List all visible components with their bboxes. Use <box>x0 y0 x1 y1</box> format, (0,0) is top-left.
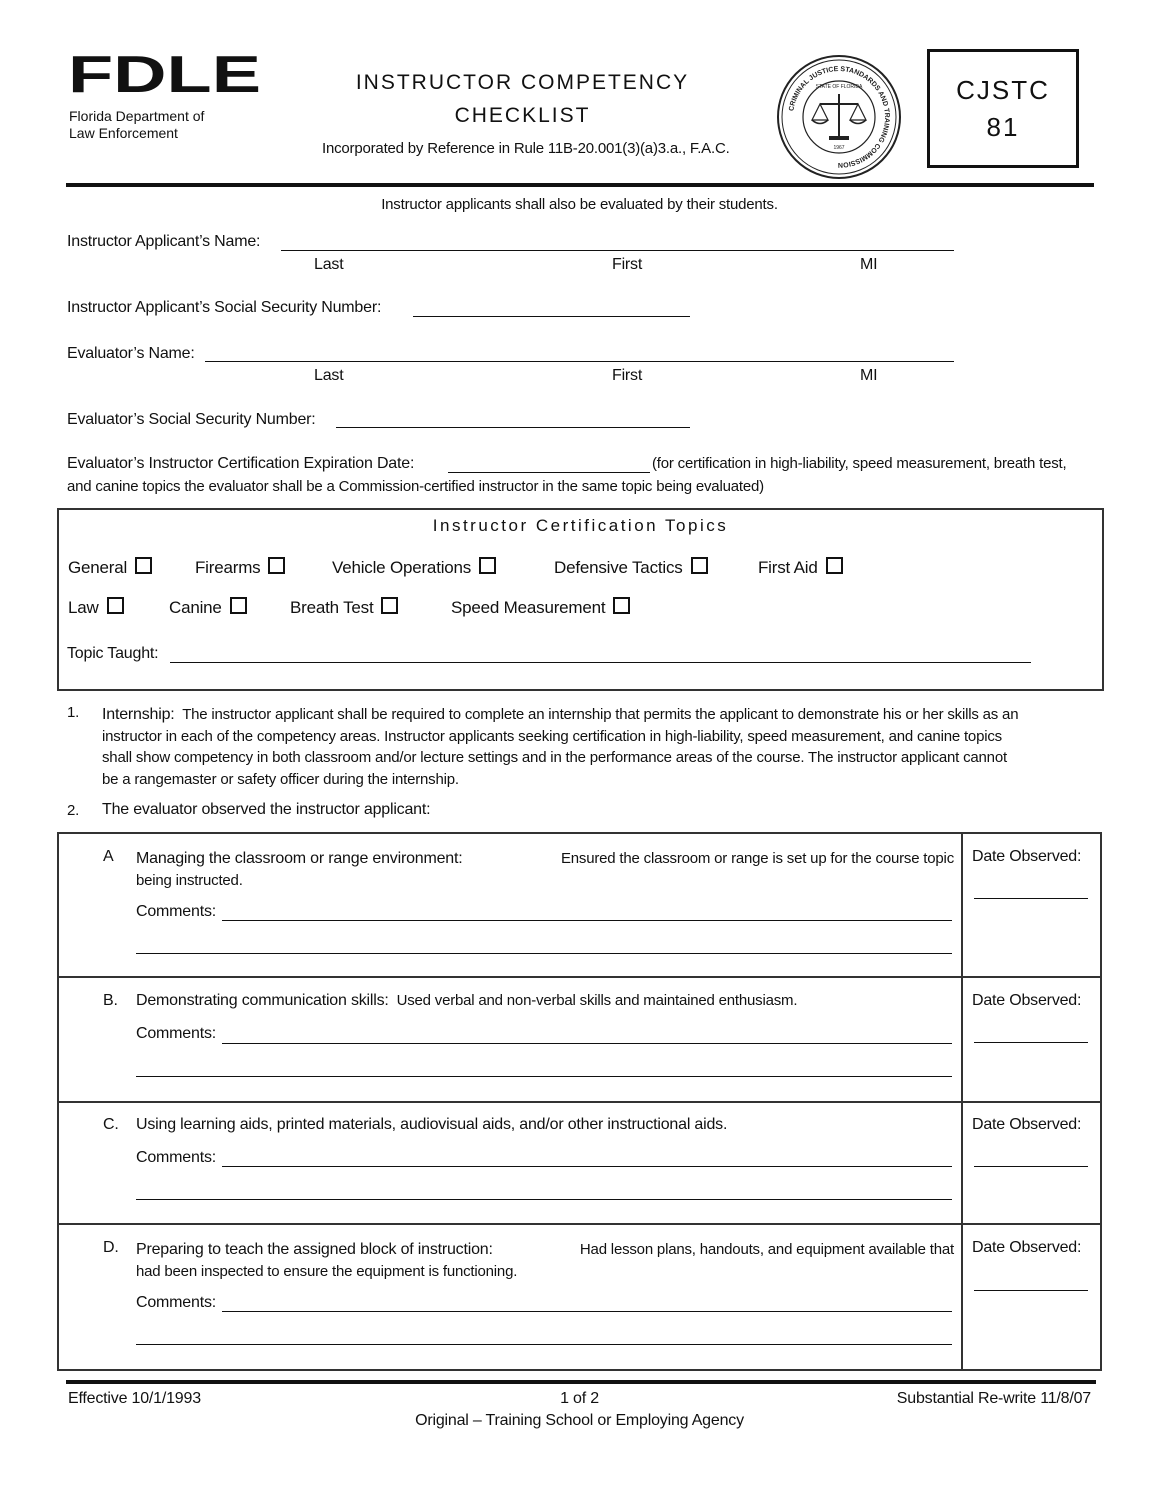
footer-rewrite-date: Substantial Re-write 11/8/07 <box>896 1390 1091 1407</box>
agency-line-2: Law Enforcement <box>69 125 178 141</box>
topic-general[interactable] <box>68 557 152 578</box>
section-2-number: 2. <box>67 802 80 819</box>
topic-general-checkbox[interactable] <box>135 557 152 574</box>
expiration-note-2: and canine topics the evaluator shall be a Commission-certified instructor in the same topic being evaluated) <box>67 478 764 495</box>
item-b-comments-label: Comments: <box>136 1025 216 1042</box>
expiration-field[interactable] <box>448 472 650 473</box>
row-divider-a <box>59 976 1100 978</box>
seal-icon <box>776 54 902 180</box>
topic-vehicle-operations[interactable] <box>332 557 496 578</box>
evaluator-first-label: First <box>612 367 643 384</box>
form-code: CJSTC <box>956 75 1050 105</box>
applicant-name-field[interactable] <box>281 250 954 251</box>
item-b-comments-line-2[interactable] <box>136 1076 952 1077</box>
row-divider-b <box>59 1101 1100 1103</box>
item-a-comments-label: Comments: <box>136 903 216 920</box>
fdle-logo <box>68 50 263 101</box>
intro-text: Instructor applicants shall also be evaluated by their students. <box>381 196 778 213</box>
topic-speed-measurement-checkbox[interactable] <box>613 597 630 614</box>
applicant-mi-label: MI <box>860 256 878 273</box>
footer-effective-date: Effective 10/1/1993 <box>68 1390 201 1407</box>
evaluator-mi-label: MI <box>860 367 878 384</box>
item-c-comments-field[interactable] <box>222 1166 952 1167</box>
section-1-title: Internship: <box>102 706 175 723</box>
item-a-desc-2: being instructed. <box>136 872 243 889</box>
evaluator-ssn-label: Evaluator’s Social Security Number: <box>67 411 316 428</box>
topic-firearms-checkbox[interactable] <box>268 557 285 574</box>
topic-first-aid-checkbox[interactable] <box>826 557 843 574</box>
expiration-label: Evaluator’s Instructor Certification Expiration Date: <box>67 455 415 472</box>
item-d-desc-2: had been inspected to ensure the equipment is functioning. <box>136 1263 518 1280</box>
item-a-comments-field[interactable] <box>222 920 952 921</box>
topic-breath-test-label: Breath Test <box>290 598 374 617</box>
evaluator-name-field[interactable] <box>205 361 954 362</box>
header-rule <box>66 183 1094 187</box>
item-a-title: Managing the classroom or range environment: <box>136 850 463 867</box>
item-b-letter: B. <box>103 992 118 1009</box>
item-d-comments-field[interactable] <box>222 1311 952 1312</box>
seal-top-text: STATE OF FLORIDA <box>815 84 863 90</box>
topic-taught-field[interactable] <box>170 662 1031 663</box>
footer-distribution: Original – Training School or Employing Agency <box>415 1412 744 1429</box>
footer-rule <box>66 1380 1096 1384</box>
commission-seal <box>776 54 902 185</box>
form-title <box>320 66 725 132</box>
item-b-comments-field[interactable] <box>222 1043 952 1044</box>
logo-text: FDLE <box>68 50 261 96</box>
topic-law[interactable] <box>68 597 124 618</box>
item-a-date-label: Date Observed: <box>972 848 1082 865</box>
rule-reference: Incorporated by Reference in Rule 11B-20.001(3)(a)3.a., F.A.C. <box>322 140 730 157</box>
section-1-line-2: instructor in each of the competency areas. Instructor applicants seeking certification in high-liability, speed measurement, and canine topics <box>102 727 1002 745</box>
item-d-comments-line-2[interactable] <box>136 1344 952 1345</box>
topic-canine-label: Canine <box>169 598 222 617</box>
item-c-comments-label: Comments: <box>136 1149 216 1166</box>
topic-defensive-tactics-checkbox[interactable] <box>691 557 708 574</box>
evaluator-ssn-field[interactable] <box>336 427 690 428</box>
item-d-comments-label: Comments: <box>136 1294 216 1311</box>
topics-heading: Instructor Certification Topics <box>432 516 729 535</box>
topic-speed-measurement[interactable] <box>451 597 630 618</box>
agency-name <box>69 108 204 142</box>
topic-first-aid-label: First Aid <box>758 558 818 577</box>
item-c-date-field[interactable] <box>974 1166 1088 1167</box>
item-b-title: Demonstrating communication skills: <box>136 992 389 1009</box>
applicant-last-label: Last <box>314 256 344 273</box>
topic-taught-label: Topic Taught: <box>67 645 159 662</box>
evaluator-last-label: Last <box>314 367 344 384</box>
fdle-logo-mark <box>68 50 263 96</box>
topic-defensive-tactics[interactable] <box>554 557 708 578</box>
item-a-date-field[interactable] <box>974 898 1088 899</box>
item-d-date-field[interactable] <box>974 1290 1088 1291</box>
section-1-line-1: The instructor applicant shall be required to complete an internship that permits the applicant to demonstrate his or her skills as an <box>182 706 1019 723</box>
title-line-2: CHECKLIST <box>454 104 591 127</box>
item-a-comments-line-2[interactable] <box>136 953 952 954</box>
item-c-title: Using learning aids, printed materials, audiovisual aids, and/or other instructional aids. <box>136 1116 728 1133</box>
item-b-desc: Used verbal and non-verbal skills and maintained enthusiasm. <box>396 992 798 1009</box>
item-c-date-label: Date Observed: <box>972 1116 1082 1133</box>
footer-page-number: 1 of 2 <box>560 1390 599 1407</box>
topic-breath-test-checkbox[interactable] <box>381 597 398 614</box>
topic-firearms-label: Firearms <box>195 558 261 577</box>
section-2-text: The evaluator observed the instructor applicant: <box>102 801 431 818</box>
item-d-text <box>136 1239 954 1283</box>
topic-speed-measurement-label: Speed Measurement <box>451 598 606 617</box>
form-code-box <box>927 49 1079 168</box>
topic-law-checkbox[interactable] <box>107 597 124 614</box>
topic-vehicle-operations-label: Vehicle Operations <box>332 558 472 577</box>
topic-vehicle-operations-checkbox[interactable] <box>479 557 496 574</box>
applicant-first-label: First <box>612 256 643 273</box>
topic-first-aid[interactable] <box>758 557 843 578</box>
expiration-note: (for certification in high-liability, speed measurement, breath test, <box>652 455 1067 472</box>
topic-canine[interactable] <box>169 597 247 618</box>
section-1-line-3: shall show competency in both classroom and/or lecture settings and in the performance areas of the course. The instructor applicant cannot <box>102 749 1007 767</box>
item-c-comments-line-2[interactable] <box>136 1199 952 1200</box>
form-number: 81 <box>986 112 1020 142</box>
row-divider-c <box>59 1223 1100 1225</box>
item-a-desc: Ensured the classroom or range is set up for the course topic <box>560 850 954 867</box>
item-b-date-label: Date Observed: <box>972 992 1082 1009</box>
seal-year-text: 1967 <box>833 145 845 151</box>
item-d-title: Preparing to teach the assigned block of instruction: <box>136 1241 493 1258</box>
topic-law-label: Law <box>68 598 99 617</box>
section-1-line-4: be a rangemaster or safety officer during the internship. <box>102 771 459 789</box>
item-d-date-label: Date Observed: <box>972 1239 1082 1256</box>
topic-firearms[interactable] <box>195 557 285 578</box>
item-b-text <box>136 992 954 1010</box>
item-c-letter: C. <box>103 1116 119 1133</box>
applicant-ssn-field[interactable] <box>413 316 690 317</box>
topic-canine-checkbox[interactable] <box>230 597 247 614</box>
item-a-text <box>136 848 954 892</box>
item-d-letter: D. <box>103 1239 119 1256</box>
item-d-desc: Had lesson plans, handouts, and equipment available that <box>579 1241 954 1258</box>
title-line-1: INSTRUCTOR COMPETENCY <box>355 71 690 94</box>
item-b-date-field[interactable] <box>974 1042 1088 1043</box>
agency-line-1: Florida Department of <box>69 108 205 124</box>
topic-breath-test[interactable] <box>290 597 398 618</box>
applicant-name-label: Instructor Applicant’s Name: <box>67 233 261 250</box>
applicant-ssn-label: Instructor Applicant’s Social Security Number: <box>67 299 382 316</box>
evaluator-name-label: Evaluator’s Name: <box>67 345 195 362</box>
topic-defensive-tactics-label: Defensive Tactics <box>554 558 683 577</box>
seal-ring-text: CRIMINAL JUSTICE STANDARDS AND TRAINING COMMISSION <box>788 65 891 169</box>
topic-general-label: General <box>68 558 128 577</box>
section-1-number: 1. <box>67 704 80 721</box>
section-1-text <box>102 704 1102 791</box>
item-a-letter: A <box>103 848 114 865</box>
